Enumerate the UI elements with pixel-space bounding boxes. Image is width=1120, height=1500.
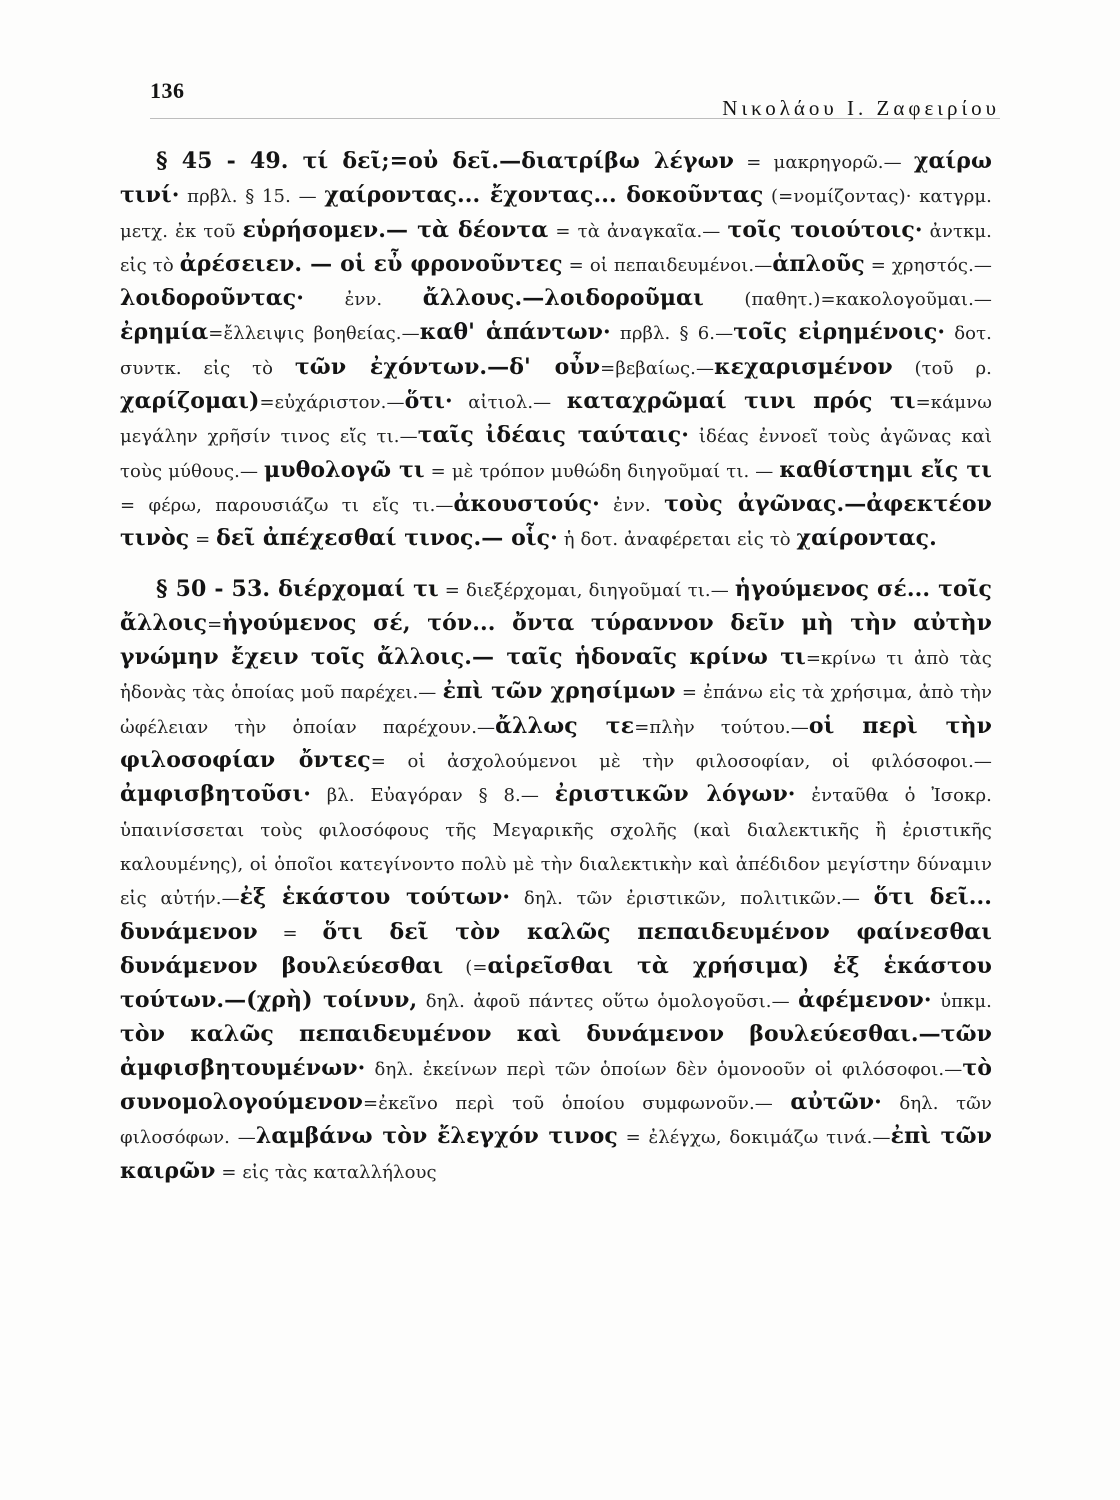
- headword-text: ἀμφισβητοῦσι·: [120, 781, 311, 808]
- headword-text: ἀρέσειεν. — οἱ εὖ φρονοῦντες: [179, 250, 563, 277]
- commentary-text: = διεξέρχομαι, διηγοῦμαί τι.—: [438, 579, 735, 601]
- commentary-text: βλ. Εὐαγόραν § 8.—: [310, 785, 555, 807]
- commentary-text: ἀντκμ. εἰς τὸ: [120, 220, 992, 276]
- section-50-53-paragraph: [120, 573, 992, 1189]
- headword-text: χαρίζομαι): [120, 388, 260, 415]
- commentary-text: ὑπκμ.: [931, 991, 993, 1013]
- commentary-text: = τὰ ἀναγκαῖα.—: [548, 220, 728, 242]
- headword-text: ἐπὶ τῶν χρησίμων: [442, 678, 676, 705]
- commentary-text: =ἐκεῖνο περὶ τοῦ ὁποίου συμφωνοῦν.—: [363, 1093, 791, 1115]
- commentary-text: ἐνν.: [304, 289, 423, 311]
- commentary-text: δηλ. ἀφοῦ πάντες οὕτω ὁμολογοῦσι.—: [417, 991, 799, 1013]
- commentary-text: =: [207, 613, 223, 635]
- commentary-text: =: [257, 922, 323, 944]
- headword-text: ἐριστικῶν λόγων·: [554, 781, 796, 808]
- commentary-text: = οἱ πεπαιδευμένοι.—: [562, 254, 773, 276]
- commentary-text: δηλ. τῶν ἐριστικῶν, πολιτικῶν.—: [510, 888, 874, 910]
- section-45-49-paragraph: [120, 145, 992, 557]
- headword-text: αὐτῶν·: [790, 1089, 882, 1116]
- commentary-text: πρβλ. § 6.—: [610, 323, 734, 345]
- commentary-text: αἰτιολ.—: [452, 392, 567, 414]
- headword-text: ἀκουστούς·: [453, 490, 600, 517]
- running-head: Νικολάου Ι. Ζαφειρίου: [722, 96, 1000, 120]
- commentary-text: = μακρηγορῶ.—: [734, 152, 914, 173]
- headword-text: τὸ συνομολογούμενον: [120, 1054, 992, 1116]
- headword-text: τοῖς τοιούτοις·: [727, 216, 923, 243]
- commentary-body: [120, 145, 992, 1189]
- headword-text: ὅτι δεῖ τὸν καλῶς πεπαιδευμένον φαίνεσθαι δυνάμενον βουλεύεσθαι: [120, 918, 993, 979]
- headword-text: τοὺς ἀγῶνας.—ἀφεκτέον τινὸς: [120, 490, 992, 552]
- headword-text: ἁπλοῦς: [772, 250, 865, 277]
- headword-text: τὸν καλῶς πεπαιδευμένον καὶ δυνάμενον βουλεύεσθαι.—τῶν ἀμφισβητουμένων·: [120, 1021, 992, 1081]
- headword-text: καταχρῶμαί τινι πρός τι: [566, 388, 916, 415]
- headword-text: οἱ περὶ τὴν φιλοσοφίαν ὄντες: [120, 712, 992, 774]
- headword-text: αἱρεῖσθαι τὰ χρήσιμα) ἐξ ἑκάστου τούτων.—(χρὴ) τοίνυν,: [120, 952, 992, 1014]
- commentary-text: (παθητ.)=κακολογοῦμαι.—: [703, 289, 992, 311]
- headword-text: τῶν ἐχόντων.—δ' οὖν: [294, 353, 601, 380]
- commentary-text: ἰδέας ἐννοεῖ τοὺς ἀγῶνας καὶ τοὺς μύθους.—: [120, 426, 993, 482]
- headword-text: καθ' ἁπάντων·: [419, 319, 611, 346]
- commentary-text: (=: [443, 956, 488, 978]
- commentary-text: =πλὴν τούτου.—: [634, 716, 809, 738]
- commentary-text: = ἐπάνω εἰς τὰ χρήσιμα, ἀπὸ τὴν ὠφέλειαν τὴν ὁποίαν παρέχουν.—: [120, 682, 992, 738]
- commentary-text: (τοῦ ρ.: [892, 357, 992, 379]
- headword-text: ἐξ ἑκάστου τούτων·: [239, 884, 511, 911]
- headword-text: ἐρημία: [120, 319, 209, 346]
- headword-text: § 50 - 53. διέρχομαί τι: [156, 575, 439, 602]
- commentary-text: = φέρω, παρουσιάζω τι εἴς τι.—: [120, 494, 454, 516]
- commentary-text: = ἐλέγχω, δοκιμάζω τινά.—: [617, 1127, 891, 1149]
- headword-text: λαμβάνω τὸν ἔλεγχόν τινος: [255, 1123, 618, 1150]
- commentary-text: δοτ. συντκ. εἰς τὸ: [120, 323, 992, 379]
- commentary-text: δηλ. ἐκείνων περὶ τῶν ὁποίων δὲν ὁμονοοῦν οἱ φιλόσοφοι.—: [365, 1058, 963, 1080]
- headword-text: ἄλλους.—λοιδοροῦμαι: [422, 285, 704, 312]
- commentary-text: =: [189, 529, 217, 551]
- commentary-text: = οἱ ἀσχολούμενοι μὲ τὴν φιλοσοφίαν, οἱ φιλόσοφοι.—: [370, 751, 992, 773]
- headword-text: λοιδοροῦντας·: [120, 285, 305, 312]
- headword-text: ἡγούμενος σέ, τόν... ὄντα τύραννον δεῖν μὴ τὴν αὐτὴν γνώμην ἔχειν τοῖς ἄλλοις.— ταῖς ἡδοναῖς κρίνω τι: [120, 609, 992, 671]
- headword-text: δεῖ ἀπέχεσθαί τινος.— οἷς·: [216, 525, 558, 552]
- commentary-text: =κάμνω μεγάλην χρῆσίν τινος εἴς τι.—: [120, 392, 993, 448]
- commentary-text: =εὐχάριστον.—: [259, 392, 405, 414]
- headword-text: ἐπὶ τῶν καιρῶν: [120, 1123, 992, 1184]
- headword-text: ταῖς ἰδέαις ταύταις·: [417, 422, 689, 449]
- commentary-text: =ἔλλειψις βοηθείας.—: [208, 323, 420, 345]
- headword-text: καθίστημι εἴς τι: [779, 456, 992, 483]
- headword-text: ὅτι δεῖ... δυνάμενον: [120, 884, 992, 945]
- commentary-text: δηλ. τῶν φιλοσόφων. —: [120, 1093, 992, 1149]
- commentary-text: ἡ δοτ. ἀναφέρεται εἰς τὸ: [557, 529, 797, 551]
- commentary-text: =κρίνω τι ἀπὸ τὰς ἡδονὰς τὰς ὁποίας μοῦ παρέχει.—: [120, 648, 992, 704]
- commentary-text: = χρηστός.—: [864, 254, 992, 276]
- headword-text: τοῖς εἰρημένοις·: [733, 319, 946, 346]
- page-number: 136: [150, 78, 185, 103]
- headword-text: χαίρω τινί·: [120, 148, 992, 209]
- headword-text: χαίροντας.: [796, 525, 937, 552]
- headword-text: μυθολογῶ τι: [264, 456, 425, 483]
- headword-text: ὅτι·: [404, 388, 453, 415]
- commentary-text: πρβλ. § 15. —: [179, 186, 325, 208]
- headword-text: κεχαρισμένον: [714, 353, 893, 380]
- headword-text: § 45 - 49. τί δεῖ;=οὐ δεῖ.—διατρίβω λέγων: [156, 148, 735, 174]
- headword-text: ἀφέμενον·: [798, 987, 932, 1014]
- headword-text: ἡγούμενος σέ... τοῖς ἄλλοις: [120, 575, 992, 636]
- commentary-text: = εἰς τὰς καταλλήλους: [215, 1161, 437, 1183]
- commentary-text: ἐνταῦθα ὁ Ἰσοκρ. ὑπαινίσσεται τοὺς φιλοσόφους τῆς Μεγαρικῆς σχολῆς (καὶ διαλεκτικῆς ἢ ἐριστικῆς καλουμένης), οἱ ὁποῖοι κατεγίνοντο πολὺ μὲ τὴν διαλεκτικὴν καὶ ἀπέδιδον μεγίστην δύναμιν εἰς αὐτήν.—: [120, 785, 992, 910]
- headword-text: χαίροντας... ἔχοντας... δοκοῦντας: [324, 182, 764, 209]
- commentary-text: (=νομίζοντας)· κατγρμ. μετχ. ἐκ τοῦ: [120, 186, 992, 242]
- commentary-text: ἐνν.: [599, 494, 665, 516]
- headword-text: ἄλλως τε: [495, 712, 635, 739]
- commentary-text: = μὲ τρόπον μυθώδη διηγοῦμαί τι. —: [424, 460, 780, 482]
- page-header: [150, 78, 1000, 119]
- commentary-text: =βεβαίως.—: [600, 357, 715, 379]
- headword-text: εὑρήσομεν.— τὰ δέοντα: [242, 216, 549, 243]
